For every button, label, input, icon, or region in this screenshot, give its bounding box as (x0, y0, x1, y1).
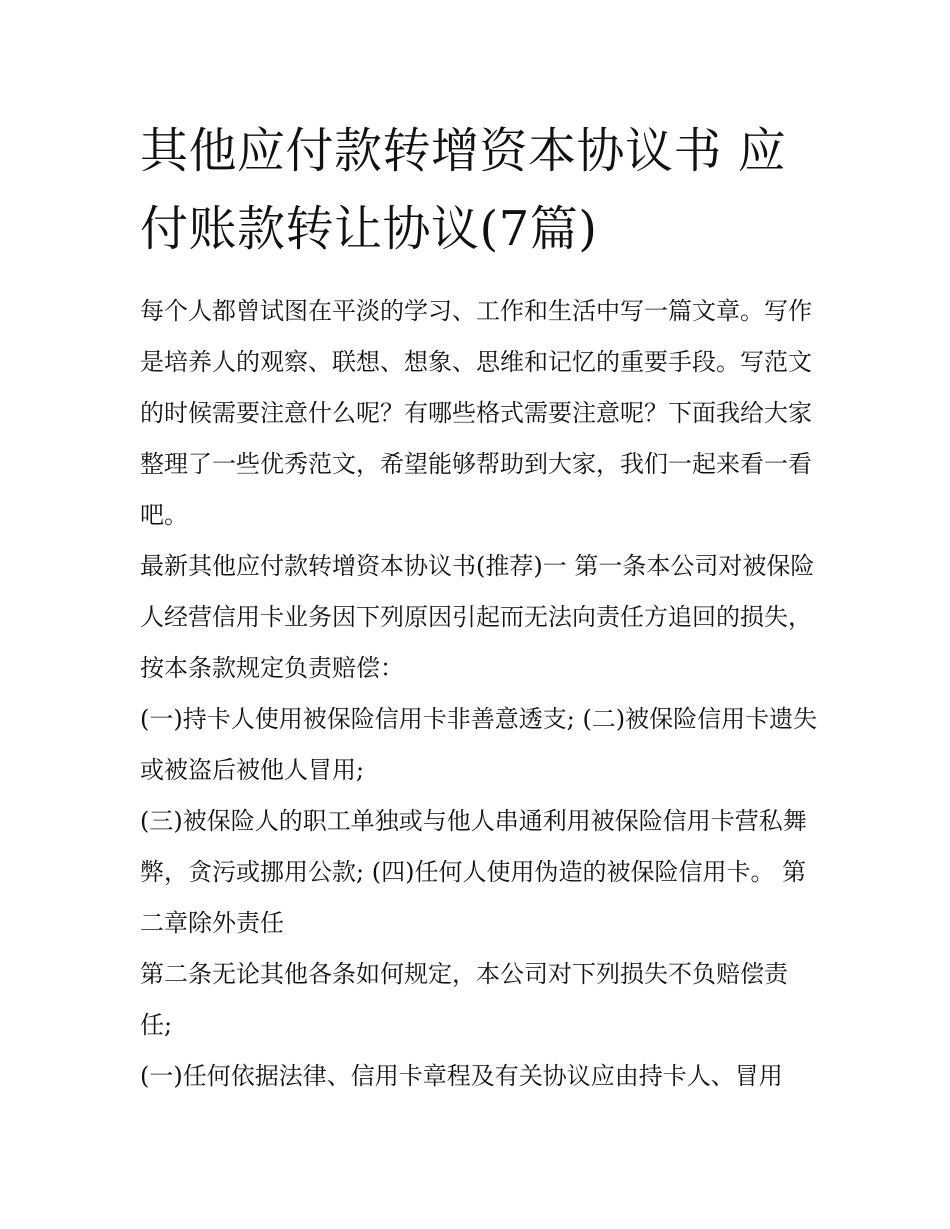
clause-list-paragraph-2: (三)被保险人的职工单独或与他人串通利用被保险信用卡营私舞弊，贪污或挪用公款; (四)任何人使用伪造的被保险信用卡。 第二章除外责任 (140, 807, 807, 937)
intro-paragraph: 每个人都曾试图在平淡的学习、工作和生活中写一篇文章。写作是培养人的观察、联想、想象、思维和记忆的重要手段。写范文的时候需要注意什么呢？有哪些格式需要注意呢？下面我给大家整理了一些优秀范文，希望能够帮助到大家，我们一起来看一看吧。 (140, 297, 812, 529)
article-two-paragraph: 第二条无论其他各条如何规定，本公司对下列损失不负赔偿责任; (140, 960, 788, 1039)
article-one-paragraph: 最新其他应付款转增资本协议书(推荐)一 第一条本公司对被保险人经营信用卡业务因下列原因引起而无法向责任方追回的损失，按本条款规定负责赔偿： (140, 552, 815, 682)
clause-list-paragraph-1: (一)持卡人使用被保险信用卡非善意透支; (二)被保险信用卡遗失或被盗后被他人冒用; (140, 705, 818, 784)
document-title: 其他应付款转增资本协议书 应付账款转让协议(7篇) (140, 123, 787, 257)
document-page (140, 112, 820, 1102)
exclusion-clause-paragraph: (一)任何依据法律、信用卡章程及有关协议应由持卡人、冒用 (140, 1062, 783, 1090)
document-body (140, 286, 820, 1102)
